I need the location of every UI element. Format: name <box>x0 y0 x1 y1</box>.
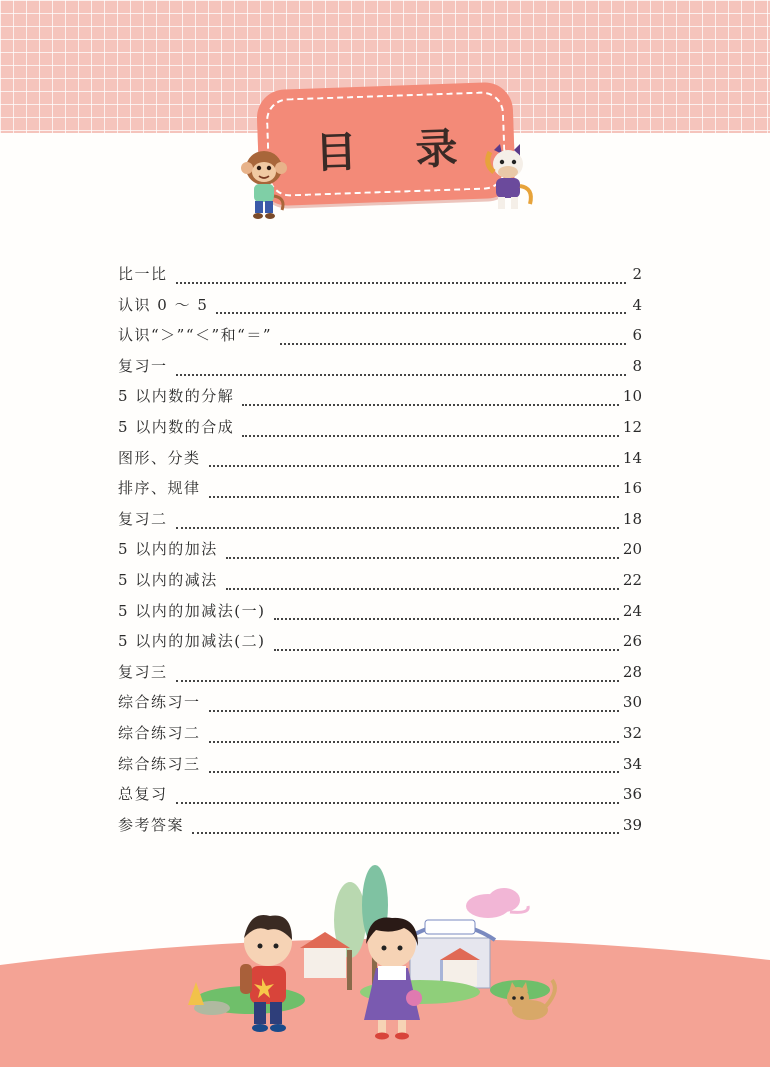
leader-dots <box>176 373 626 376</box>
cloud-icon <box>466 888 528 918</box>
bottom-scene <box>0 860 770 1067</box>
leader-dots <box>209 740 619 743</box>
toc-entry-page: 30 <box>622 693 642 712</box>
toc-entry-page: 6 <box>632 326 642 345</box>
page-title: 目 录 <box>314 122 481 178</box>
toc-entry[interactable] <box>118 661 642 692</box>
toc-entry-title: 5 以内的加法 <box>118 540 218 559</box>
toc-entry[interactable] <box>118 416 642 447</box>
toc-entry-title: 认识“＞”“＜”和“＝” <box>118 326 273 345</box>
toc-entry-page: 4 <box>632 295 642 314</box>
toc-entry[interactable] <box>118 355 642 386</box>
toc-entry-page: 28 <box>622 662 642 681</box>
toc-entry-title: 5 以内的加减法(二) <box>118 632 266 651</box>
leader-dots <box>176 679 619 682</box>
leader-dots <box>176 526 619 529</box>
toc-entry-page: 18 <box>622 509 642 528</box>
leader-dots <box>226 556 619 559</box>
leader-dots <box>209 770 619 773</box>
toc-entry[interactable] <box>118 385 642 416</box>
toc-entry-page: 26 <box>622 632 642 651</box>
toc-entry-title: 总复习 <box>118 785 168 804</box>
monkey-mascot <box>238 146 290 222</box>
toc-entry[interactable] <box>118 447 642 478</box>
toc-entry-page: 24 <box>622 601 642 620</box>
toc-entry[interactable] <box>118 263 642 294</box>
toc-entry-page: 36 <box>622 785 642 804</box>
toc-entry-title: 比一比 <box>118 265 168 283</box>
toc-entry[interactable] <box>118 722 642 753</box>
toc-entry-page: 2 <box>632 265 642 283</box>
table-of-contents <box>118 263 642 844</box>
leader-dots <box>192 831 619 834</box>
toc-entry[interactable] <box>118 630 642 661</box>
toc-entry-page: 8 <box>632 356 642 375</box>
toc-entry-title: 综合练习三 <box>118 754 201 773</box>
leader-dots <box>274 617 619 620</box>
toc-entry-page: 20 <box>622 540 642 559</box>
title-plate <box>256 82 516 207</box>
leader-dots <box>209 464 619 467</box>
toc-entry[interactable] <box>118 294 642 325</box>
toc-entry-title: 复习二 <box>118 509 168 528</box>
toc-entry-page: 12 <box>622 417 642 436</box>
toc-entry[interactable] <box>118 691 642 722</box>
toc-entry-page: 32 <box>622 723 642 742</box>
toc-entry-title: 参考答案 <box>118 815 185 834</box>
toc-entry-page: 34 <box>622 754 642 773</box>
toc-entry[interactable] <box>118 508 642 539</box>
toc-entry-title: 图形、分类 <box>118 448 201 467</box>
toc-entry-page: 39 <box>622 815 642 834</box>
toc-entry[interactable] <box>118 569 642 600</box>
leader-dots <box>242 434 619 437</box>
horse-mascot <box>482 142 538 214</box>
toc-entry-page: 10 <box>622 387 642 406</box>
toc-entry[interactable] <box>118 783 642 814</box>
leader-dots <box>242 403 619 406</box>
toc-entry-title: 综合练习二 <box>118 723 201 742</box>
toc-entry-title: 5 以内的加减法(一) <box>118 601 266 620</box>
toc-entry[interactable] <box>118 814 642 845</box>
leader-dots <box>274 648 619 651</box>
leader-dots <box>226 587 619 590</box>
leader-dots <box>176 801 619 804</box>
leader-dots <box>209 709 619 712</box>
leader-dots <box>280 342 626 345</box>
toc-entry[interactable] <box>118 324 642 355</box>
toc-entry-title: 复习一 <box>118 356 168 375</box>
toc-entry-title: 认识 0 ～ 5 <box>118 295 209 314</box>
toc-entry[interactable] <box>118 600 642 631</box>
toc-entry-title: 5 以内数的分解 <box>118 387 235 406</box>
toc-entry-title: 5 以内的减法 <box>118 570 218 589</box>
toc-entry-page: 22 <box>622 570 642 589</box>
toc-entry[interactable] <box>118 477 642 508</box>
toc-entry-page: 14 <box>622 448 642 467</box>
toc-entry-page: 16 <box>622 479 642 498</box>
leader-dots <box>209 495 619 498</box>
toc-entry-title: 综合练习一 <box>118 693 201 712</box>
leader-dots <box>176 281 626 284</box>
toc-entry[interactable] <box>118 538 642 569</box>
leader-dots <box>216 311 626 314</box>
toc-entry-title: 复习三 <box>118 662 168 681</box>
toc-entry[interactable] <box>118 753 642 784</box>
toc-entry-title: 排序、规律 <box>118 479 201 498</box>
toc-entry-title: 5 以内数的合成 <box>118 417 235 436</box>
